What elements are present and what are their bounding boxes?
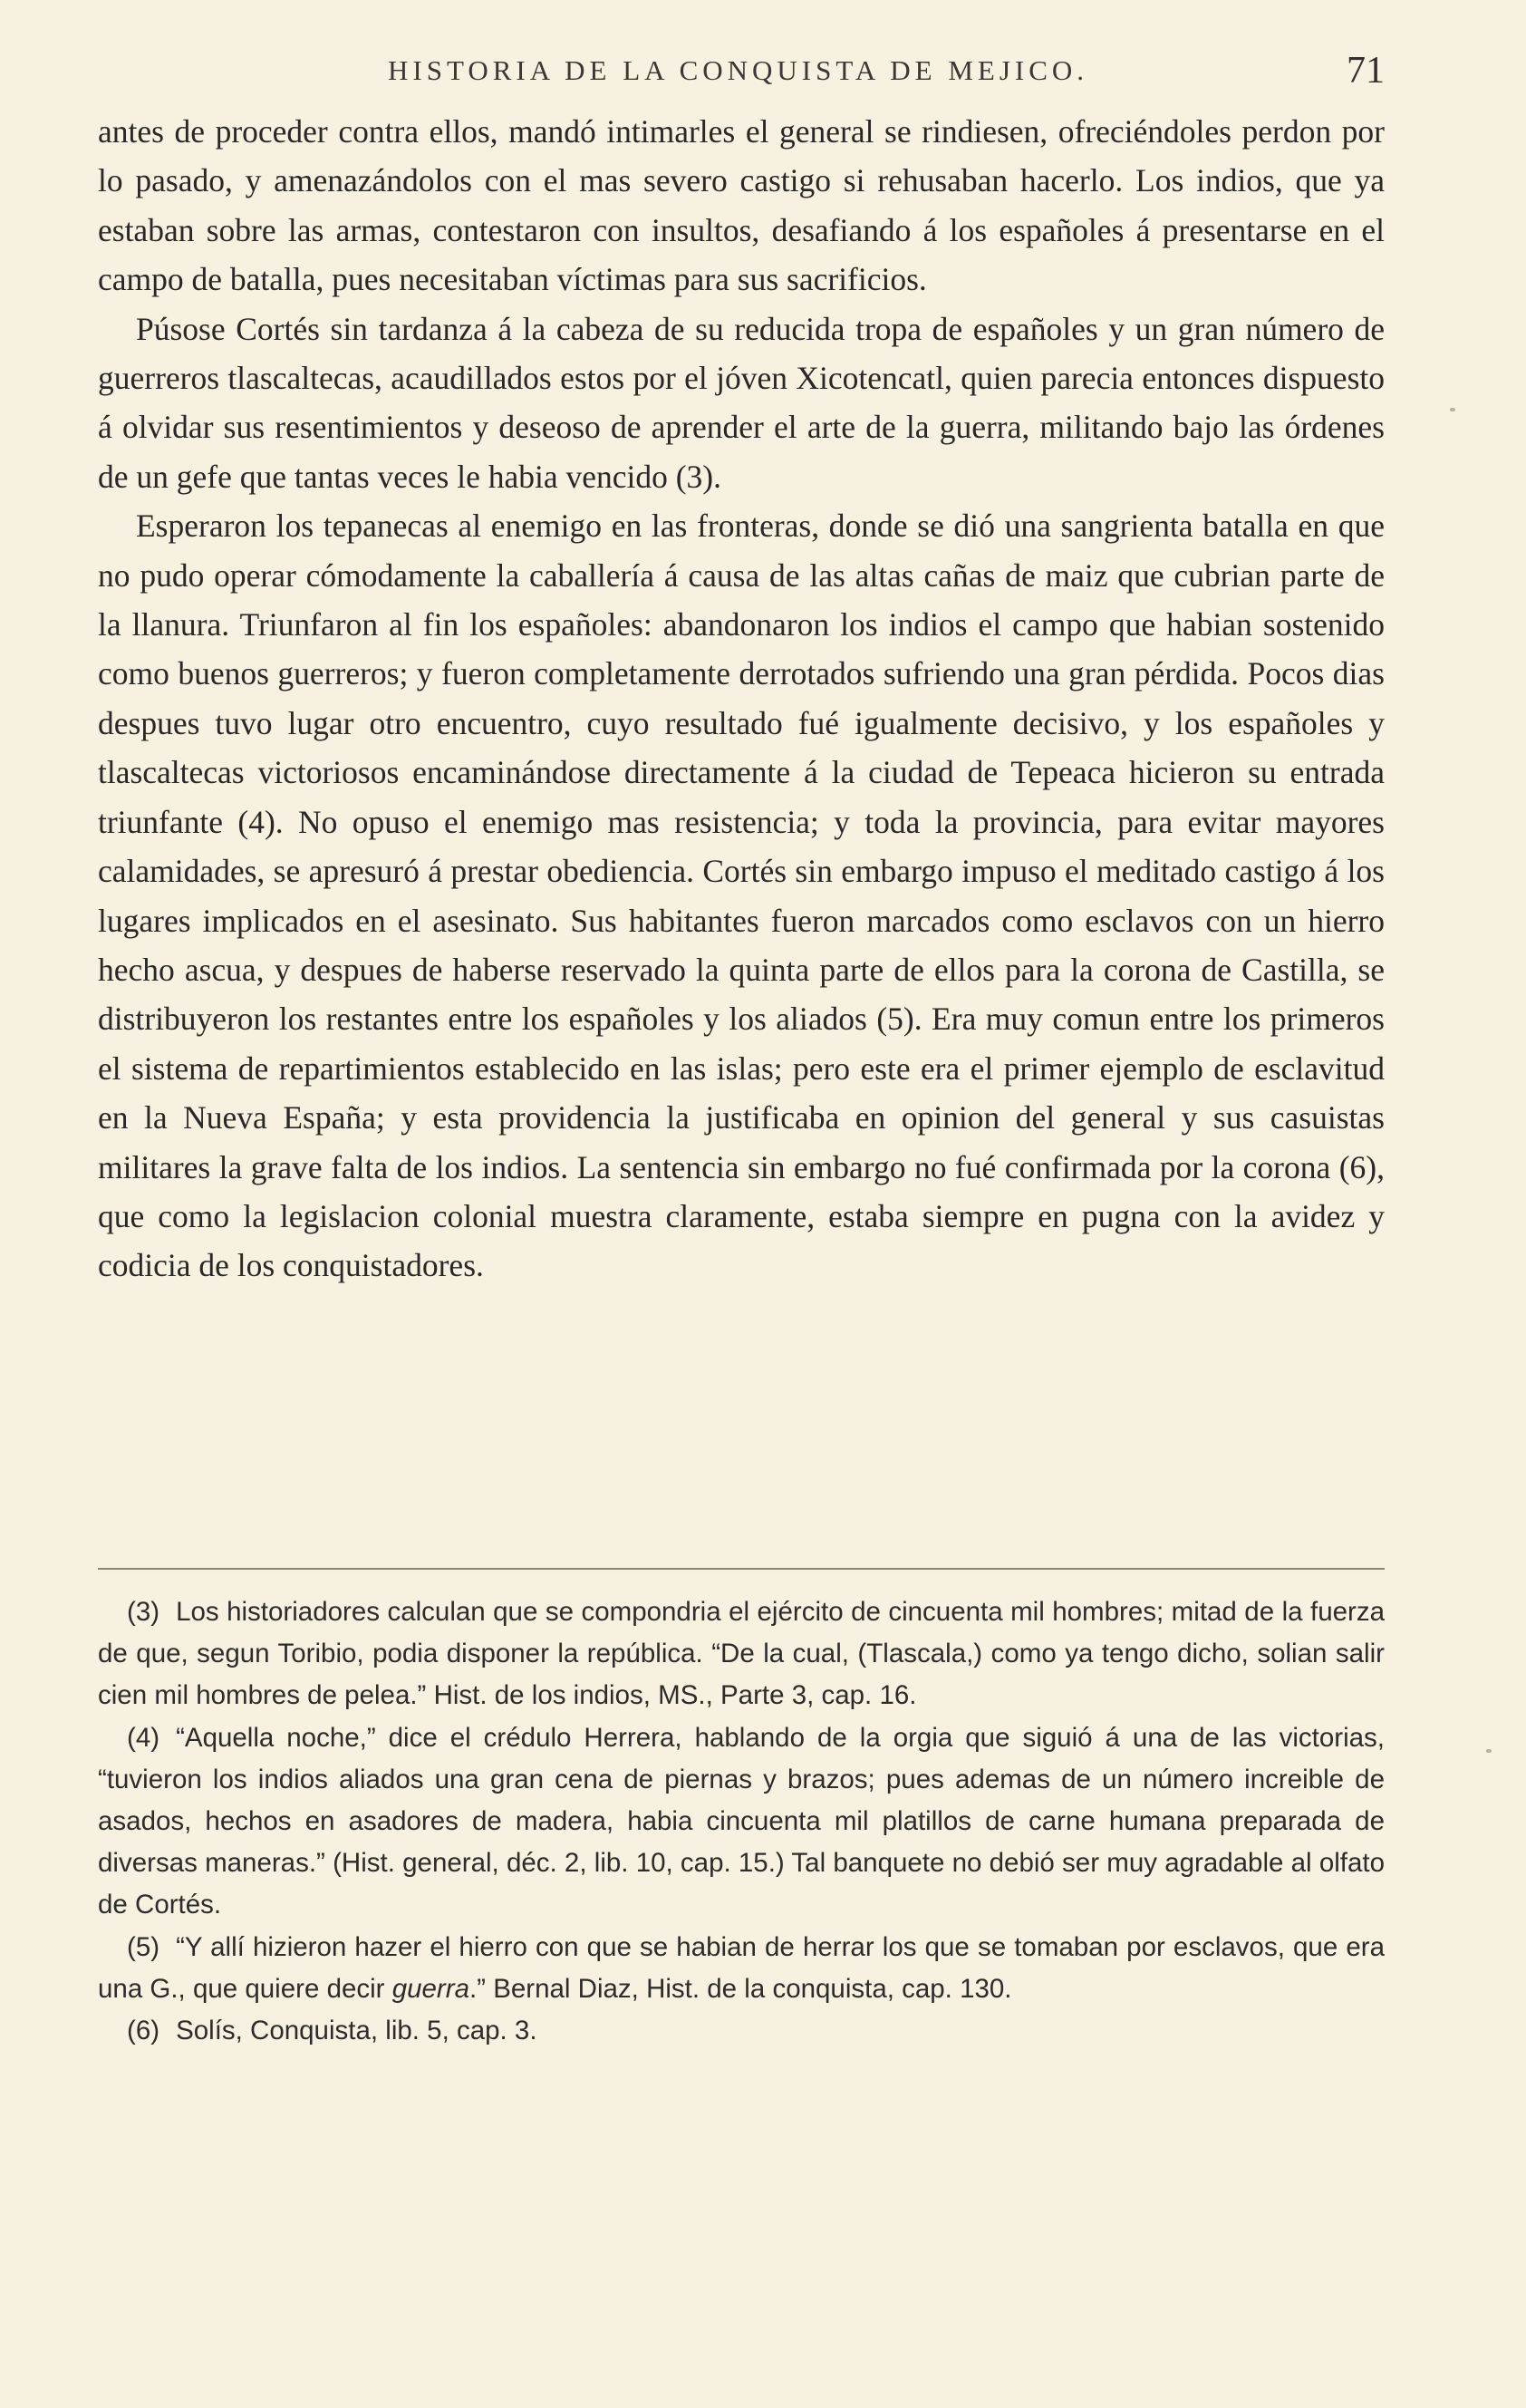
footnote-6-mark: (6) xyxy=(127,2016,160,2046)
footnote-3-mark: (3) xyxy=(127,1597,160,1627)
footnote-4-text: “Aquella noche,” dice el crédulo Herrera, hablando de la orgia que siguió á una de las victorias, “tuvieron los indios aliados una gran cena de piernas y brazos; pues ademas de un número increible de asados, hechos en asadores de madera, habia cincuenta mil platillos de carne humana preparada de diversas maneras.” (Hist. general, déc. 2, lib. 10, cap. 15.) Tal banquete no debió ser muy agradable al olfato de Cortés. xyxy=(98,1722,1385,1920)
footnote-5-text-after: .” Bernal Diaz, Hist. de la conquista, cap. 130. xyxy=(468,1973,1012,2004)
paragraph-1: antes de proceder contra ellos, mandó intimarles el general se rindiesen, ofreciéndoles perdon por lo pasado, y amenazándolos con el mas severo castigo si rehusaban hacerlo. Los indios, que ya estaban sobre las armas, contestaron con insultos, desafiando á los españoles á presentarse en el campo de batalla, pues necesitaban víctimas para sus sacrificios. xyxy=(98,113,1385,298)
footnote-3 xyxy=(98,1591,1385,1717)
footnote-4 xyxy=(98,1717,1385,1927)
page-number: 71 xyxy=(1347,50,1385,92)
page-header xyxy=(98,50,1385,100)
footnote-4-mark: (4) xyxy=(127,1722,160,1753)
main-text xyxy=(98,107,1385,1291)
footnotes xyxy=(98,1591,1385,2052)
footnote-6-text: Solís, Conquista, lib. 5, cap. 3. xyxy=(176,2016,537,2046)
footnote-divider xyxy=(98,1568,1385,1570)
footnote-5-mark: (5) xyxy=(127,1931,160,1962)
footnote-3-text: Los historiadores calculan que se compondria el ejército de cincuenta mil hombres; mitad de la fuerza de que, segun Toribio, podia disponer la república. “De la cual, (Tlascala,) como ya tengo dicho, solian salir cien mil hombres de pelea.” Hist. de los indios, MS., Parte 3, cap. 16. xyxy=(98,1597,1385,1711)
paragraph-3: Esperaron los tepanecas al enemigo en las fronteras, donde se dió una sangrienta batalla en que no pudo operar cómodamente la caballería á causa de las altas cañas de maiz que cubrian parte de la llanura. Triunfaron al fin los españoles: abandonaron los indios el campo que habian sostenido como buenos guerreros; y fueron completamente derrotados sufriendo una gran pérdida. Pocos dias despues tuvo lugar otro encuentro, cuyo resultado fué igualmente decisivo, y los españoles y tlascaltecas victoriosos encaminándose directamente á la ciudad de Tepeaca hicieron su entrada triunfante (4). No opuso el enemigo mas resistencia; y toda la provincia, para evitar mayores calamidades, se apresuró á prestar obediencia. Cortés sin embargo impuso el meditado castigo á los lugares implicados en el asesinato. Sus habitantes fueron marcados como esclavos con un hierro hecho ascua, y despues de haberse reservado la quinta parte de ellos para la corona de Castilla, se distribuyeron los restantes entre los españoles y los aliados (5). Era muy comun entre los primeros el sistema de repartimientos establecido en las islas; pero este era el primer ejemplo de esclavitud en la Nueva España; y esta providencia la justificaba en opinion del general y sus casuistas militares la grave falta de los indios. La sentencia sin embargo no fué confirmada por la corona (6), que como la legislacion colonial muestra claramente, estaba siempre en pugna con la avidez y codicia de los conquistadores. xyxy=(98,508,1385,1284)
paragraph-2: Púsose Cortés sin tardanza á la cabeza de su reducida tropa de españoles y un gran número de guerreros tlascaltecas, acaudillados estos por el jóven Xicotencatl, quien parecia entonces dispuesto á olvidar sus resentimientos y deseoso de aprender el arte de la guerra, militando bajo las órdenes de un gefe que tantas veces le habia vencido (3). xyxy=(98,310,1385,495)
paper-speck xyxy=(1486,1749,1492,1753)
footnote-5-italic: guerra xyxy=(391,1973,469,2004)
running-title: HISTORIA DE LA CONQUISTA DE MEJICO. xyxy=(388,54,1089,86)
footnote-5 xyxy=(98,1927,1385,2010)
paper-speck xyxy=(1450,408,1455,411)
footnote-6 xyxy=(98,2010,1385,2052)
footnote-5-text-before: “Y allí hizieron hazer el hierro con que se habian de herrar los que se tomaban por esclavos, que era una G., que quiere decir xyxy=(98,1931,1385,2004)
